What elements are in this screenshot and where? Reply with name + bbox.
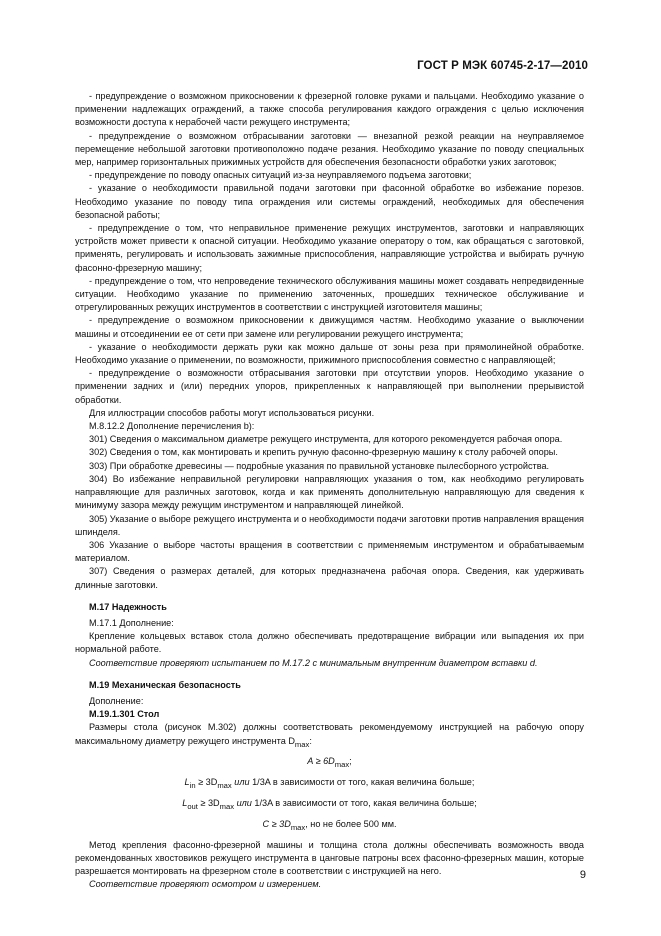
clause-m191301: М.19.1.301 Стол [89, 709, 160, 720]
formula-lin [75, 776, 584, 792]
closing-text: Метод крепления фасонно-фрезерной машины и толщина стола должны обеспечивать возможность ввода рекомендованных хвостовиков режущего инструмента в цанговые патроны всех фасонно-фрезерных машин, которые разрешается монтировать на фрезерном столе в соответствии с инструкцией на него. [75, 839, 584, 877]
warning-item: - предупреждение о том, что неправильное применение режущих инструментов, заготовки и направляющих устройств может привести к опасной ситуации. Необходимо указание оператору о том, как обращаться с заготовкой, применять, регулировать и использовать зажимные приспособления, направляющие устройства и выбирать ручную фасонно-фрезерную машину; [75, 223, 584, 273]
formula-lin-rhs: 1/3A в зависимости от того, какая величина больше; [252, 776, 475, 787]
formula-lout-lhs-sub: out [187, 801, 198, 811]
list-item: 305) Указание о выборе режущего инструмента и о необходимости подачи заготовки против направления вращения шпинделя. [75, 513, 584, 537]
formula-lin-mid: ≥ 3D [195, 776, 218, 787]
closing-conformity: Соответствие проверяют осмотром и измерением. [89, 879, 322, 890]
formula-a-tail: ; [349, 755, 352, 766]
formula-lout-rhs: 1/3A в зависимости от того, какая величина больше; [254, 797, 477, 808]
formula-lout [75, 797, 584, 813]
warning-item: - предупреждение о возможности отбрасывания заготовки при отсутствии упоров. Необходимо указание о применении задних и (или) передних упоров, прикрепленных к направляющей при выполнении прерывистой обработки. [75, 368, 584, 405]
formula-lout-or: или [234, 797, 255, 808]
m17-text: Крепление кольцевых вставок стола должно обеспечивать предотвращение вибрации или выпадения их при нормальной работе. [75, 631, 584, 655]
warning-item: - указание о необходимости держать руки как можно дальше от зоны реза при прямолинейной обработке. Необходимо указание о применении, по возможности, прижимного приспособления совместно с направляющей; [75, 341, 584, 366]
list-item: 302) Сведения о том, как монтировать и крепить ручную фасонно-фрезерную машину к столу рабочей опоры. [89, 447, 558, 458]
list-item: 307) Сведения о размерах деталей, для которых предназначена рабочая опора. Сведения, как удерживать длинные заготовки. [75, 566, 584, 590]
formula-lout-mid: ≥ 3D [197, 797, 220, 808]
clause-m171: М.17.1 Дополнение: [89, 617, 174, 628]
warning-item: - предупреждение о возможном прикосновении к движущимся частям. Необходимо указание о выключении машины и отсоединении ее от сети при замене или регулировании режущего инструмента; [75, 315, 584, 339]
section-heading-m19: М.19 Механическая безопасность [89, 679, 241, 690]
formula-a-sub: max [334, 759, 350, 769]
list-item: 303) При обработке древесины — подробные указания по правильной установке пылесборного устройства. [89, 460, 550, 471]
formula-lin-lhs: L [184, 776, 190, 787]
warning-item: - предупреждение о том, что непроведение технического обслуживания машины может создавать непредвиденные ситуации. Необходимо указание по применению заточенных, прошедших техническое обслуживание и отрегулированных режущих инструментов в соответствии с инструкцией изготовителя машины; [75, 275, 584, 313]
formula-c-sub: max [290, 822, 306, 832]
document-header: ГОСТ Р МЭК 60745-2-17—2010 [417, 60, 588, 72]
m19-text-subscript: max [294, 739, 310, 749]
formula-c-main: C ≥ 3D [262, 818, 291, 829]
page-number: 9 [579, 869, 586, 881]
formula-lout-lhs: L [182, 797, 188, 808]
clause-m8122: М.8.12.2 Дополнение перечисления b): [89, 421, 255, 432]
section-heading-m17: М.17 Надежность [89, 601, 167, 612]
m19-text-end: : [309, 735, 312, 746]
formula-lout-mid-sub: max [219, 801, 235, 811]
warning-item: - предупреждение о возможном прикосновении к фрезерной головке руками и пальцами. Необходимо указание о применении надлежащих ограждений, а также способа регулирования каждого ограждения с целью исключения возможности доступа к нерабочей части режущего инструмента; [75, 91, 584, 128]
formula-a [75, 755, 584, 771]
warning-item: - указание о необходимости правильной подачи заготовки при фасонной обработке во избежание порезов. Необходимо указание по поводу типа ограждения или системы ограждений, необходимых для обеспечения безопасной работы; [75, 183, 584, 220]
m17-conformity: Соответствие проверяют испытанием по М.17.2 с минимальным внутренним диаметром вставки d. [89, 657, 538, 668]
formula-lin-or: или [231, 776, 253, 787]
formula-c-tail: , но не более 500 мм. [305, 818, 397, 829]
list-item: 304) Во избежание неправильной регулировки направляющих указания о том, как необходимо регулировать направляющие для различных заготовок, когда и как применять дополнительную направляющую для сведения к минимуму зазора между режущим инструментом и направляющей линейкой. [75, 473, 584, 511]
illustrations-note: Для иллюстрации способов работы могут использоваться рисунки. [89, 407, 375, 418]
formula-lin-mid-sub: max [217, 780, 232, 790]
formula-lin-lhs-sub: in [189, 780, 196, 790]
warning-item: - предупреждение о возможном отбрасывании заготовки — внезапной резкой реакции на неуправляемое перемещение небольшой заготовки противоположно подаче резания. Необходимо указание по поводу специальных мер, например горизонтальных прижимных устройств для обеспечения безопасности обработки узких заготовок; [75, 130, 584, 168]
list-item: 306 Указание о выборе частоты вращения в соответствии с применяемым инструментом и обрабатываемым материалом. [75, 539, 584, 564]
m19-addition: Дополнение: [89, 695, 144, 706]
m19-text-main: Размеры стола (рисунок М.302) должны соответствовать рекомендуемому инструкцией на рабочую опору максимальному диаметру режущего инструмента D [75, 722, 584, 746]
warning-item: - предупреждение по поводу опасных ситуаций из-за неуправляемого подъема заготовки; [89, 170, 472, 181]
list-item: 301) Сведения о максимальном диаметре режущего инструмента, для которого рекомендуется рабочая опора. [89, 434, 563, 445]
m19-text [75, 721, 584, 750]
formula-a-main: A ≥ 6D [307, 755, 335, 766]
page-body [75, 90, 584, 892]
formula-c [75, 818, 584, 834]
